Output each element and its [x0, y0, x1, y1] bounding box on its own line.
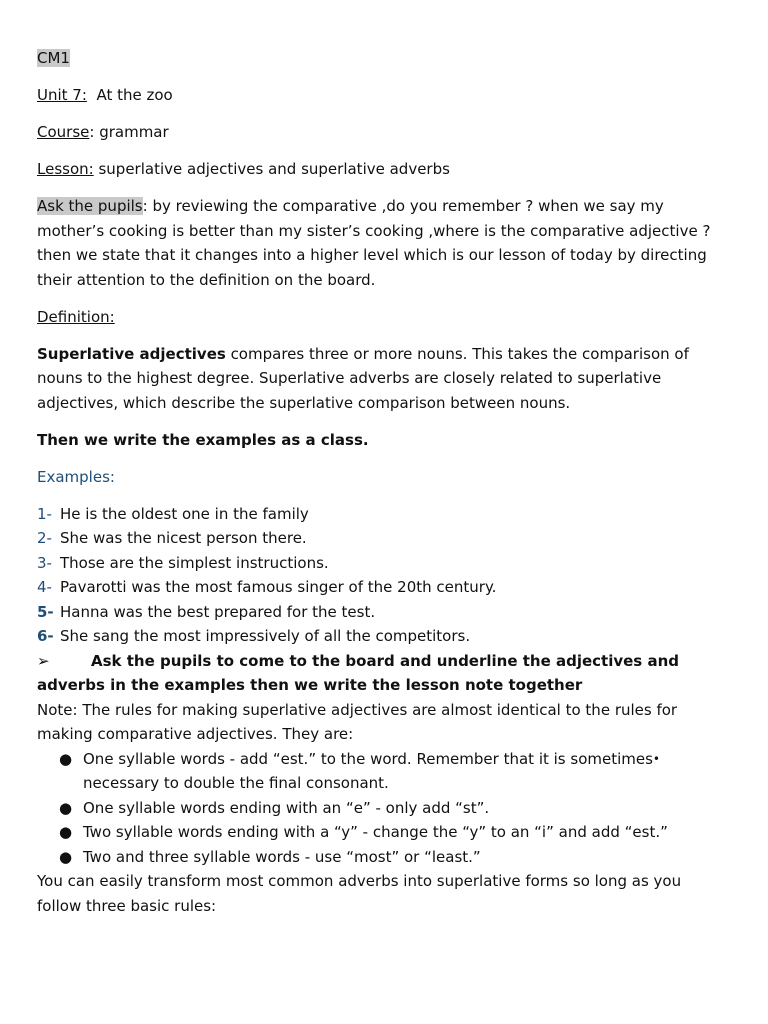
rule-item: [37, 845, 727, 870]
lesson-value: superlative adjectives and superlative adverbs: [98, 160, 450, 178]
example-number: 4-: [37, 578, 52, 596]
example-number: 1-: [37, 504, 52, 523]
rule-text-continued: necessary to double the final consonant.: [83, 774, 389, 792]
intro-label: Ask the pupils: [37, 197, 143, 215]
definition-heading-line: [37, 305, 727, 330]
example-item: [37, 551, 727, 576]
intro-paragraph: [37, 194, 727, 292]
then-write-line: Then we write the examples as a class.: [37, 430, 369, 449]
course-label: Course: [37, 123, 90, 141]
example-number: 5-: [37, 602, 54, 621]
example-text: Pavarotti was the most famous singer of the 20th century.: [60, 578, 497, 596]
rule-item: [37, 747, 727, 796]
bullet-icon: ●: [59, 823, 73, 841]
bullet-icon: ●: [59, 798, 73, 817]
example-text: He is the oldest one in the family: [60, 504, 309, 523]
rule-text: Two syllable words ending with a “y” - change the “y” to an “i” and add “est.”: [83, 823, 668, 841]
document-page: [37, 46, 727, 918]
rules-list: [37, 747, 727, 870]
example-text: Hanna was the best prepared for the test.: [60, 602, 376, 621]
lesson-label: Lesson:: [37, 160, 94, 178]
definition-term: Superlative adjectives: [37, 344, 226, 363]
unit-label: Unit 7:: [37, 86, 87, 104]
activity-text: Ask the pupils to come to the board and underline the adjectives and adverbs in the examples then we write the lesson note together: [37, 651, 679, 694]
bullet-icon: ●: [59, 749, 73, 768]
examples-list: [37, 502, 727, 649]
closing-paragraph: You can easily transform most common adverbs into superlative forms so long as you follow three basic rules:: [37, 872, 682, 915]
course-line: [37, 120, 727, 145]
lesson-line: [37, 157, 727, 182]
example-item: [37, 600, 727, 625]
unit-value: At the zoo: [96, 86, 173, 104]
definition-paragraph: [37, 342, 727, 416]
unit-line: [37, 83, 727, 108]
arrow-bullet-icon: ➢: [37, 651, 50, 670]
activity-item: [37, 649, 727, 698]
rule-text: One syllable words - add “est.” to the word. Remember that it is sometimes: [83, 749, 653, 768]
example-item: [37, 575, 727, 600]
example-item: [37, 502, 727, 527]
rule-item: [37, 796, 727, 821]
example-number: 3-: [37, 553, 52, 572]
example-text: She was the nicest person there.: [60, 529, 307, 547]
class-level-label: CM1: [37, 49, 70, 67]
note-text: : The rules for making superlative adjectives are almost identical to the rules for making comparative adjectives. They are:: [37, 700, 678, 743]
examples-heading: Examples:: [37, 467, 115, 486]
rule-text: One syllable words ending with an “e” - only add “st”.: [83, 798, 490, 817]
example-text: She sang the most impressively of all the competitors.: [60, 627, 471, 645]
class-level: [37, 46, 727, 71]
note-label: Note: [37, 700, 73, 719]
intro-text: : by reviewing the comparative ,do you remember ? when we say my mother’s cooking is better than my sister’s cooking ,where is the comparative adjective ? then we state that it changes into a higher level which is our lesson of today by directing their attention to the definition on the board.: [37, 197, 711, 289]
definition-text: compares three or more nouns. This takes the comparison of nouns to the highest degree. Superlative adverbs are closely related to superlative adjectives, which describe the superlative comparison between nouns.: [37, 344, 689, 412]
rule-item: [37, 820, 727, 845]
definition-heading: Definition:: [37, 307, 115, 326]
example-number: 6-: [37, 627, 54, 645]
stray-bullet-icon: •: [652, 751, 660, 766]
bullet-icon: ●: [59, 847, 73, 866]
example-text: Those are the simplest instructions.: [60, 553, 329, 572]
example-item: [37, 624, 727, 649]
example-item: [37, 526, 727, 551]
rule-text: Two and three syllable words - use “most” or “least.”: [83, 847, 481, 866]
example-number: 2-: [37, 529, 52, 547]
course-value: : grammar: [89, 123, 169, 141]
note-paragraph: [37, 698, 727, 747]
